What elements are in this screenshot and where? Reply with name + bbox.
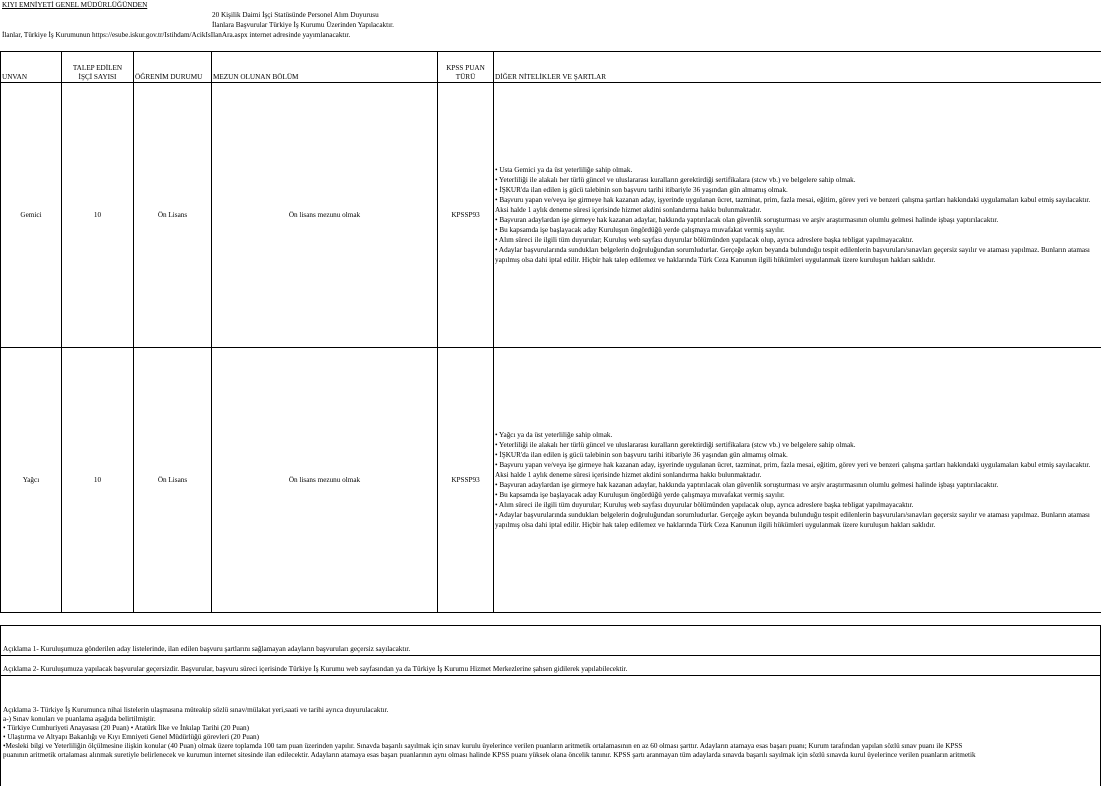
requirement-item: • Adaylar başvurularında sundukları belgelerin doğruluğundan sorumludurlar. Gerçeğe aykırı beyanda bulunduğu tespit edilenlerin başvuruları/sınavları geçersiz sayılır ve ataması yapılmaz. Bunların ataması yapılmış olsa dahi iptal edilir. Hiçbir hak talep edilemez ve haklarında Türk Ceza Kanunun ilgili hükümleri uygulanmak üzere kuruluşun hakları saklıdır. bbox=[495, 510, 1100, 530]
note-3-line: • Ulaştırma ve Altyapı Bakanlığı ve Kıyı Emniyeti Genel Müdürlüğü görevleri (20 Puan) bbox=[3, 733, 1100, 742]
cell-kpss: KPSSP93 bbox=[438, 83, 494, 348]
requirement-item: • Alım süreci ile ilgili tüm duyurular; Kuruluş web sayfası duyurular bölümünden yapılacak olup, ayrıca adreslere başka tebligat yapılmayacaktır. bbox=[495, 500, 1100, 510]
requirement-item: • Başvuru yapan ve/veya işe girmeye hak kazanan aday, işyerinde uygulanan ücret, tazminat, prim, fazla mesai, eğitim, görev yeri ve benzeri çalışma şartları hakkındaki uygulamaları kabul etmiş sayılacaktır. Aksi halde 1 aylık deneme süresi içerisinde hizmet akdini sonlandırma hakkı bulunmaktadır. bbox=[495, 460, 1100, 480]
requirement-item: • Alım süreci ile ilgili tüm duyurular; Kuruluş web sayfası duyurular bölümünden yapılacak olup, ayrıca adreslere başka tebligat yapılmayacaktır. bbox=[495, 235, 1100, 245]
note-3 bbox=[1, 676, 1100, 760]
requirement-item: • İŞKUR'da ilan edilen iş gücü talebinin son başvuru tarihi itibariyle 36 yaşından gün almamış olmak. bbox=[495, 450, 1100, 460]
cell-ogrenim: Ön Lisans bbox=[134, 348, 212, 613]
note-3-line: • Türkiye Cumhuriyeti Anayasası (20 Puan) • Atatürk İlke ve İnkılap Tarihi (20 Puan) bbox=[3, 724, 1100, 733]
requirement-item: • Başvuru yapan ve/veya işe girmeye hak kazanan aday, işyerinde uygulanan ücret, tazminat, prim, fazla mesai, eğitim, görev yeri ve benzeri çalışma şartları hakkındaki uygulamaları kabul etmiş sayılacaktır. Aksi halde 1 aylık deneme süresi içerisinde hizmet akdini sonlandırma hakkı bulunmaktadır. bbox=[495, 195, 1100, 215]
cell-kpss: KPSSP93 bbox=[438, 348, 494, 613]
header-ogrenim: ÖĞRENİM DURUMU bbox=[134, 52, 212, 83]
requirement-item: • Başvuran adaylardan işe girmeye hak kazanan adaylar, hakkında yaptırılacak olan güvenlik soruşturması ve arşiv araştırmasının olumlu gelmesi halinde işbaşı yaptırılacaktır. bbox=[495, 215, 1100, 225]
announcement-title: 20 Kişilik Daimi İşçi Statüsünde Personel Alım Duyurusu bbox=[212, 11, 379, 19]
requirement-item: • Bu kapsamda işe başlayacak aday Kuruluşun öngördüğü yerde çalışmaya muvafakat vermiş sayılır. bbox=[495, 490, 1100, 500]
header-diger: DİĞER NİTELİKLER VE ŞARTLAR bbox=[494, 52, 1101, 83]
cell-bolum: Ön lisans mezunu olmak bbox=[212, 348, 438, 613]
header-unvan: UNVAN bbox=[1, 52, 62, 83]
organization-name: KIYI EMNİYETİ GENEL MÜDÜRLÜĞÜNDEN bbox=[2, 1, 147, 9]
note-3-line: puanının aritmetik ortalaması alınmak suretiyle belirlenecek ve kurumun internet sitesinde ilan edilecektir. Adayların atamaya esas başarı puanlarının aynı olması halinde KPSS puanı yüksek olana öncelik tanınır. KPSS şartı aranmayan tüm adaylarda sınavda başarılı sayılmak için sözlü sınavda kurul üyelerince verilen puanların aritmetik bbox=[3, 751, 1100, 760]
cell-requirements bbox=[494, 348, 1101, 613]
cell-bolum: Ön lisans mezunu olmak bbox=[212, 83, 438, 348]
requirement-item: • Başvuran adaylardan işe girmeye hak kazanan adaylar, hakkında yaptırılacak olan güvenlik soruşturması ve arşiv araştırmasının olumlu gelmesi halinde işbaşı yaptırılacaktır. bbox=[495, 480, 1100, 490]
notes-section bbox=[0, 625, 1101, 786]
announcement-website-note: İlanlar, Türkiye İş Kurumunun https://esube.iskur.gov.tr/Istihdam/AcikIsIlanAra.aspx internet adresinde yayımlanacaktır. bbox=[2, 31, 350, 39]
note-1: Açıklama 1- Kuruluşumuza gönderilen aday listelerinde, ilan edilen başvuru şartlarını sağlamayan adayların başvuruları geçersiz sayılacaktır. bbox=[1, 626, 1100, 656]
cell-unvan: Yağcı bbox=[1, 348, 62, 613]
header-bolum: MEZUN OLUNAN BÖLÜM bbox=[212, 52, 438, 83]
table-row bbox=[1, 348, 1101, 613]
note-3-line: a-) Sınav konuları ve puanlama aşağıda belirtilmiştir. bbox=[3, 715, 1100, 724]
requirement-item: • Usta Gemici ya da üst yeterliliğe sahip olmak. bbox=[495, 165, 1100, 175]
requirement-item: • İŞKUR'da ilan edilen iş gücü talebinin son başvuru tarihi itibariyle 36 yaşından gün almamış olmak. bbox=[495, 185, 1100, 195]
note-3-line: Açıklama 3- Türkiye İş Kurumunca nihai listelerin ulaşmasına müteakip sözlü sınav/mülakat yeri,saati ve tarihi ayrıca duyurulacaktır. bbox=[3, 706, 1100, 715]
requirement-item: • Yeterliliği ile alakalı her türlü güncel ve uluslararası kuralların gerektirdiği sertifikalara (stcw vb.) ve belgelere sahip olmak. bbox=[495, 440, 1100, 450]
requirement-item: • Yeterliliği ile alakalı her türlü güncel ve uluslararası kuralların gerektirdiği sertifikalara (stcw vb.) ve belgelere sahip olmak. bbox=[495, 175, 1100, 185]
requirement-item: • Yağcı ya da üst yeterliliğe sahip olmak. bbox=[495, 430, 1100, 440]
cell-sayi: 10 bbox=[62, 83, 134, 348]
header-kpss: KPSS PUAN TÜRÜ bbox=[438, 52, 494, 83]
cell-ogrenim: Ön Lisans bbox=[134, 83, 212, 348]
note-3-line: •Mesleki bilgi ve Yeterliliğin ölçülmesine ilişkin konular (40 Puan) olmak üzere toplamda 100 tam puan üzerinden yapılır. Sınavda başarılı sayılmak için sınav kurulu üyelerince verilen puanların aritmetik ortalamasının en az 60 olması şarttır. Adayların atamaya esas başarı puanı; Kurum tarafından yapılan sözlü sınav puanı ile KPSS bbox=[3, 742, 1100, 751]
header-talep: TALEP EDİLEN İŞÇİ SAYISI bbox=[62, 52, 134, 83]
cell-requirements bbox=[494, 83, 1101, 348]
cell-sayi: 10 bbox=[62, 348, 134, 613]
table-row bbox=[1, 83, 1101, 348]
requirement-item: • Bu kapsamda işe başlayacak aday Kuruluşun öngördüğü yerde çalışmaya muvafakat vermiş sayılır. bbox=[495, 225, 1100, 235]
note-2: Açıklama 2- Kuruluşumuza yapılacak başvurular geçersizdir. Başvurular, başvuru süreci içerisinde Türkiye İş Kurumu web sayfasından ya da Türkiye İş Kurumu Hizmet Merkezlerine şahsen gidilerek yapılabilecektir. bbox=[1, 656, 1100, 676]
table-header-row bbox=[1, 52, 1101, 83]
announcement-subtitle: İlanlara Başvurular Türkiye İş Kurumu Üzerinden Yapılacaktır. bbox=[212, 21, 394, 29]
positions-table bbox=[0, 51, 1101, 613]
requirement-item: • Adaylar başvurularında sundukları belgelerin doğruluğundan sorumludurlar. Gerçeğe aykırı beyanda bulunduğu tespit edilenlerin başvuruları/sınavları geçersiz sayılır ve ataması yapılmaz. Bunların ataması yapılmış olsa dahi iptal edilir. Hiçbir hak talep edilemez ve haklarında Türk Ceza Kanunun ilgili hükümleri uygulanmak üzere kuruluşun hakları saklıdır. bbox=[495, 245, 1100, 265]
cell-unvan: Gemici bbox=[1, 83, 62, 348]
